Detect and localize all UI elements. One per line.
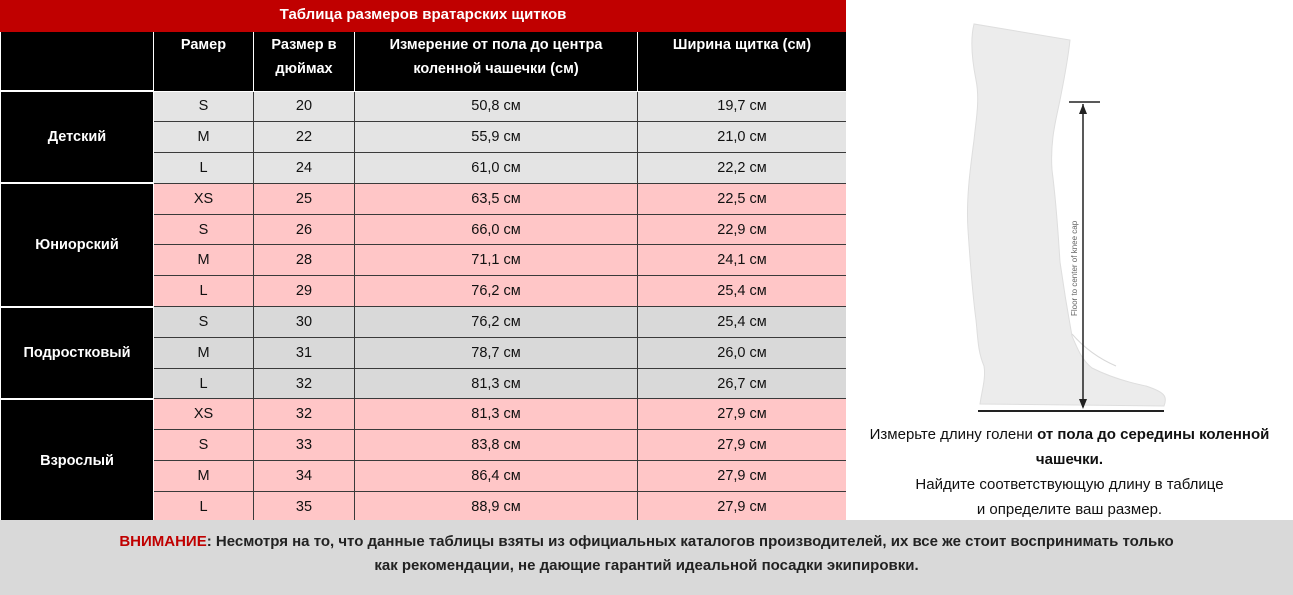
size-cell: L	[154, 491, 254, 522]
size-cell: S	[154, 307, 254, 338]
measure-label: Floor to center of knee cap	[1070, 220, 1079, 316]
height-cell: 66,0 см	[355, 214, 638, 245]
height-cell: 61,0 см	[355, 153, 638, 184]
instruction-text	[846, 422, 1293, 522]
height-cell: 63,5 см	[355, 183, 638, 214]
size-cell: XS	[154, 183, 254, 214]
height-cell: 50,8 см	[355, 91, 638, 122]
size-cell: XS	[154, 399, 254, 430]
size-cell: S	[154, 91, 254, 122]
inches-cell: 24	[254, 153, 355, 184]
header-height: Измерение от пола до центра коленной чашечки (см)	[355, 32, 638, 91]
width-cell: 26,7 см	[638, 368, 847, 399]
size-cell: M	[154, 245, 254, 276]
table-row	[1, 183, 847, 214]
height-cell: 76,2 см	[355, 307, 638, 338]
height-cell: 88,9 см	[355, 491, 638, 522]
size-cell: L	[154, 368, 254, 399]
inches-cell: 34	[254, 461, 355, 492]
instruction-bold: от пола до середины коленной чашечки.	[1035, 426, 1270, 468]
warning-text-2: как рекомендации, не дающие гарантий идеальной посадки экипировки.	[374, 557, 919, 574]
size-cell: S	[154, 430, 254, 461]
inches-cell: 33	[254, 430, 355, 461]
width-cell: 22,9 см	[638, 214, 847, 245]
inches-cell: 35	[254, 491, 355, 522]
category-cell: Подростковый	[1, 307, 154, 399]
height-cell: 78,7 см	[355, 337, 638, 368]
inches-cell: 32	[254, 399, 355, 430]
header-inches: Размер в дюймах	[254, 32, 355, 91]
table-body	[1, 91, 847, 522]
width-cell: 22,5 см	[638, 183, 847, 214]
inches-cell: 32	[254, 368, 355, 399]
width-cell: 26,0 см	[638, 337, 847, 368]
instruction-line2: Найдите соответствующую длину в таблице	[915, 476, 1224, 493]
size-cell: L	[154, 276, 254, 307]
warning-label: ВНИМАНИЕ	[119, 533, 207, 550]
inches-cell: 28	[254, 245, 355, 276]
inches-cell: 22	[254, 122, 355, 153]
instruction-part1: Измерьте длину голени	[869, 426, 1038, 443]
width-cell: 22,2 см	[638, 153, 847, 184]
leg-icon	[846, 0, 1293, 420]
size-cell: M	[154, 122, 254, 153]
warning-bar	[0, 520, 1293, 595]
category-cell: Взрослый	[1, 399, 154, 522]
warning-text: : Несмотря на то, что данные таблицы взяты из официальных каталогов производителей, их все же стоит воспринимать только	[206, 533, 1174, 550]
inches-cell: 20	[254, 91, 355, 122]
inches-cell: 25	[254, 183, 355, 214]
table-title: Таблица размеров вратарских щитков	[0, 0, 846, 32]
inches-cell: 30	[254, 307, 355, 338]
inches-cell: 29	[254, 276, 355, 307]
instruction-line3: и определите ваш размер.	[976, 501, 1163, 518]
size-cell: S	[154, 214, 254, 245]
height-cell: 81,3 см	[355, 399, 638, 430]
width-cell: 27,9 см	[638, 430, 847, 461]
size-cell: M	[154, 461, 254, 492]
width-cell: 27,9 см	[638, 491, 847, 522]
inches-cell: 26	[254, 214, 355, 245]
width-cell: 27,9 см	[638, 461, 847, 492]
width-cell: 24,1 см	[638, 245, 847, 276]
width-cell: 19,7 см	[638, 91, 847, 122]
table-row	[1, 399, 847, 430]
size-cell: M	[154, 337, 254, 368]
header-size: Рамер	[154, 32, 254, 91]
height-cell: 86,4 см	[355, 461, 638, 492]
width-cell: 21,0 см	[638, 122, 847, 153]
size-cell: L	[154, 153, 254, 184]
height-cell: 81,3 см	[355, 368, 638, 399]
height-cell: 71,1 см	[355, 245, 638, 276]
height-cell: 76,2 см	[355, 276, 638, 307]
width-cell: 27,9 см	[638, 399, 847, 430]
category-cell: Юниорский	[1, 183, 154, 306]
height-cell: 83,8 см	[355, 430, 638, 461]
header-width: Ширина щитка (см)	[638, 32, 847, 91]
height-cell: 55,9 см	[355, 122, 638, 153]
size-table	[0, 32, 847, 523]
width-cell: 25,4 см	[638, 276, 847, 307]
header-row	[1, 32, 847, 91]
header-category	[1, 32, 154, 91]
category-cell: Детский	[1, 91, 154, 183]
width-cell: 25,4 см	[638, 307, 847, 338]
inches-cell: 31	[254, 337, 355, 368]
table-row	[1, 307, 847, 338]
table-row	[1, 91, 847, 122]
